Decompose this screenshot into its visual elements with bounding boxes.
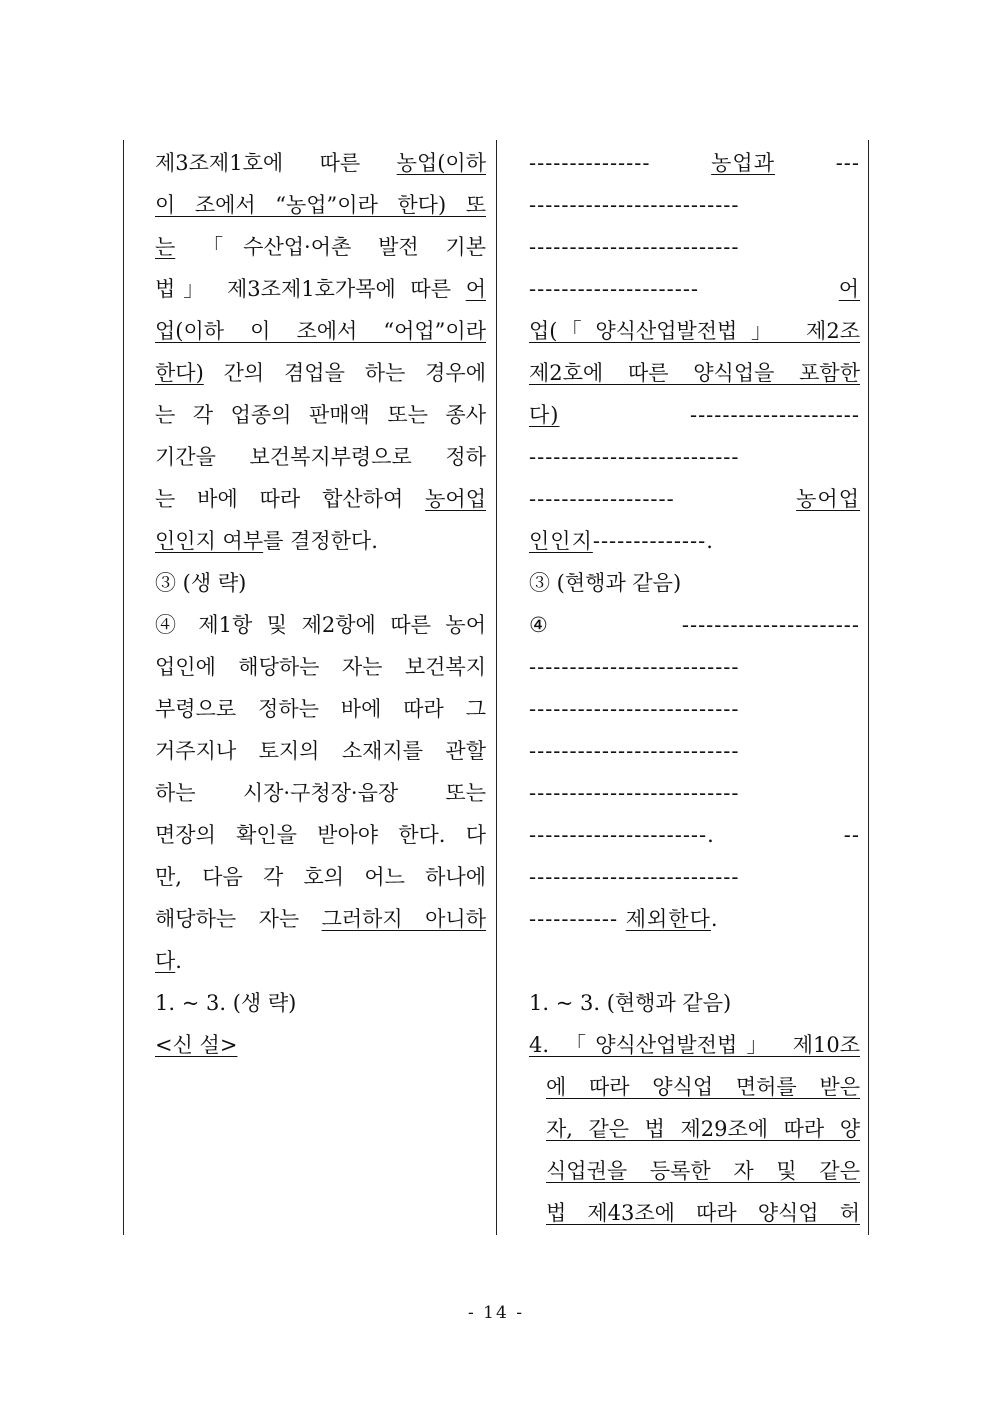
- amended-line-3: --------------------------: [529, 235, 740, 259]
- current-line-1: 제3조제1호에 따른 농업(이하: [155, 151, 486, 175]
- amended-line-5: 업(「양식산업발전법」 제2조: [529, 319, 860, 343]
- amended-line-13: --------------------------: [529, 655, 740, 679]
- amended-line-23: 에 따라 양식업 면허를 받은: [546, 1075, 860, 1099]
- column-divider-middle: [496, 140, 497, 1235]
- current-line-7: 는 각 업종의 판매액 또는 종사: [155, 403, 486, 427]
- current-line-2: 이 조에서 “농업”이라 한다) 또: [155, 193, 486, 217]
- current-line-19: 해당하는 자는 그러하지 아니하: [155, 907, 486, 931]
- current-line-14: 부령으로 정하는 바에 따라 그: [155, 697, 486, 721]
- amended-line-21: 1. ~ 3. (현행과 같음): [529, 991, 732, 1015]
- amended-line-24: 자, 같은 법 제29조에 따라 양: [546, 1117, 860, 1141]
- amended-line-19: ----------- 제외한다.: [529, 907, 719, 931]
- amended-line-15: --------------------------: [529, 739, 740, 763]
- amended-line-14: --------------------------: [529, 697, 740, 721]
- current-line-16: 하는 시장·구청장·읍장 또는: [155, 781, 486, 805]
- page-number: - 14 -: [468, 1303, 524, 1323]
- amended-line-10: 인인지--------------.: [529, 529, 714, 553]
- current-line-8: 기간을 보건복지부령으로 정하: [155, 445, 486, 469]
- amended-line-20: [529, 940, 860, 982]
- current-line-17: 면장의 확인을 받아야 한다. 다: [155, 823, 486, 847]
- amended-text-column: [529, 142, 860, 1234]
- current-line-15: 거주지나 토지의 소재지를 관할: [155, 739, 486, 763]
- column-divider-left: [123, 140, 124, 1235]
- current-line-13: 업인에 해당하는 자는 보건복지: [155, 655, 486, 679]
- amended-line-17: ----------------------. --: [529, 823, 860, 847]
- amended-line-7: 다) ---------------------: [529, 403, 860, 427]
- column-divider-right: [868, 140, 869, 1235]
- current-line-3: 는 「수산업·어촌 발전 기본: [155, 235, 486, 259]
- amended-line-6: 제2호에 따른 양식업을 포함한: [529, 361, 860, 385]
- current-line-12: ④ 제1항 및 제2항에 따른 농어: [155, 613, 486, 637]
- amended-line-22: 4. 「양식산업발전법」 제10조: [529, 1033, 860, 1057]
- amended-line-12: ④ ----------------------: [529, 613, 860, 637]
- amended-line-4: --------------------- 어: [529, 277, 860, 301]
- amended-line-26: 법 제43조에 따라 양식업 허: [546, 1201, 860, 1225]
- amended-line-16: --------------------------: [529, 781, 740, 805]
- amended-line-25: 식업권을 등록한 자 및 같은: [546, 1159, 860, 1183]
- current-line-10: 인인지 여부를 결정한다.: [155, 529, 378, 553]
- amended-line-1: --------------- 농업과 ---: [529, 151, 860, 175]
- amended-line-11: ③ (현행과 같음): [529, 571, 682, 595]
- current-line-4: 법」 제3조제1호가목에 따른 어: [155, 277, 486, 301]
- current-line-18: 만, 다음 각 호의 어느 하나에: [155, 865, 486, 889]
- current-line-11: ③ (생 략): [155, 571, 247, 595]
- current-text-column: [155, 142, 486, 1066]
- current-line-5: 업(이하 이 조에서 “어업”이라: [155, 319, 486, 343]
- current-line-9: 는 바에 따라 합산하여 농어업: [155, 487, 486, 511]
- amended-line-8: --------------------------: [529, 445, 740, 469]
- current-line-6: 한다) 간의 겸업을 하는 경우에: [155, 361, 486, 385]
- current-line-22: <신 설>: [155, 1033, 238, 1057]
- current-line-21: 1. ~ 3. (생 략): [155, 991, 297, 1015]
- amended-line-9: ------------------ 농어업: [529, 487, 860, 511]
- current-line-20: 다.: [155, 949, 182, 973]
- amended-line-18: --------------------------: [529, 865, 740, 889]
- amended-line-2: --------------------------: [529, 193, 740, 217]
